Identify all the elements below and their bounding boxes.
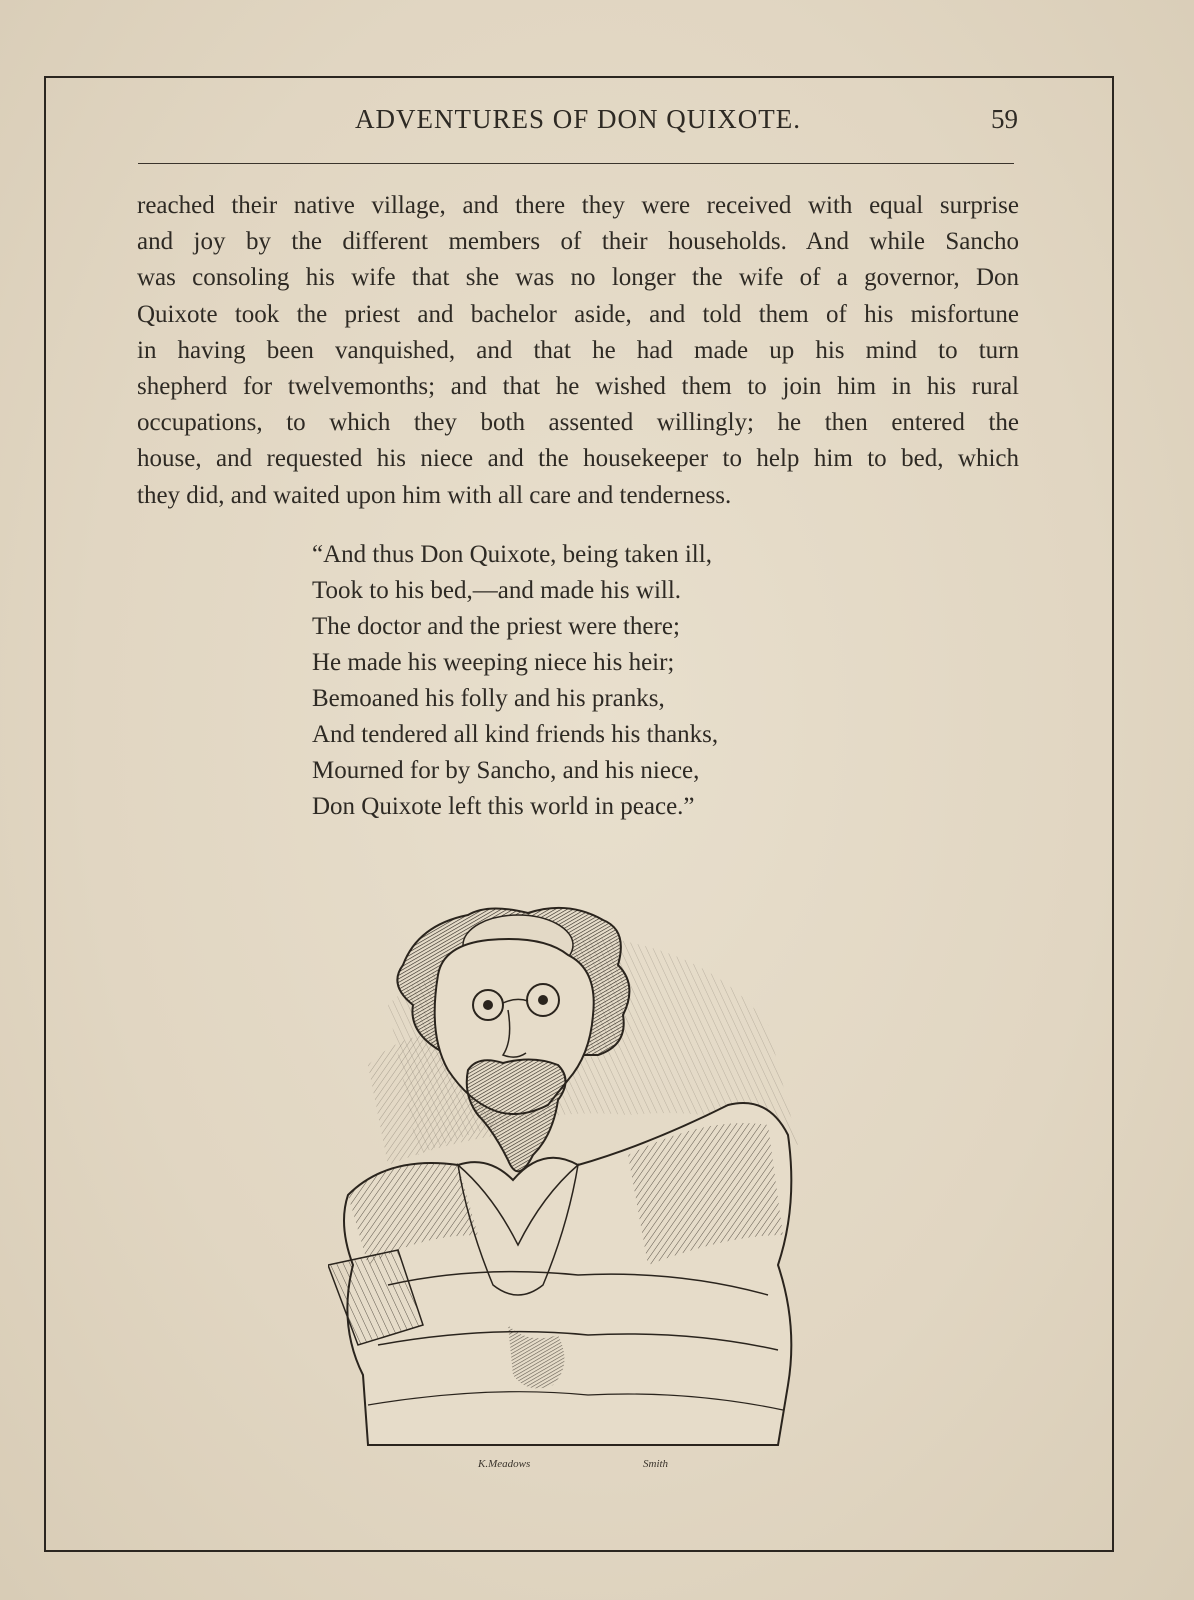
verse-line: Mourned for by Sancho, and his niece, <box>312 757 700 784</box>
prose-line: house, and requested his niece and the housekeeper to help him to bed, which <box>137 445 1019 473</box>
verse-line: The doctor and the priest were there; <box>312 613 680 640</box>
verse-line: Took to his bed,—and made his will. <box>312 577 682 604</box>
prose-line: in having been vanquished, and that he had made up his mind to turn <box>137 336 1019 364</box>
don-quixote-portrait-engraving <box>328 905 828 1495</box>
prose-line: they did, and waited upon him with all care and tenderness. <box>137 481 732 509</box>
verse-line: Don Quixote left this world in peace.” <box>312 793 695 820</box>
verse-line: He made his weeping niece his heir; <box>312 649 675 676</box>
verse-stanza <box>312 537 872 825</box>
prose-line: Quixote took the priest and bachelor aside, and told them of his misfortune <box>137 300 1019 328</box>
verse-line: And tendered all kind friends his thanks, <box>312 721 719 748</box>
prose-paragraph <box>137 188 1019 514</box>
prose-line: reached their native village, and there they were received with equal surprise <box>137 192 1019 219</box>
running-head <box>138 104 1018 140</box>
page-number: 59 <box>991 104 1018 134</box>
prose-line: occupations, to which they both assented willingly; he then entered the <box>137 409 1019 437</box>
beard <box>467 1059 566 1171</box>
engraver-signature-right: Smith <box>643 1458 669 1470</box>
header-rule <box>138 163 1014 164</box>
prose-line: was consoling his wife that she was no longer the wife of a governor, Don <box>137 264 1019 292</box>
prose-line: and joy by the different members of their households. And while Sancho <box>137 228 1019 256</box>
engraver-signature-left: K.Meadows <box>478 1458 531 1470</box>
page-title: ADVENTURES OF DON QUIXOTE. <box>355 104 801 134</box>
verse-line: “And thus Don Quixote, being taken ill, <box>312 541 712 568</box>
verse-line: Bemoaned his folly and his pranks, <box>312 685 665 712</box>
prose-line: shepherd for twelvemonths; and that he wished them to join him in his rural <box>137 373 1019 401</box>
